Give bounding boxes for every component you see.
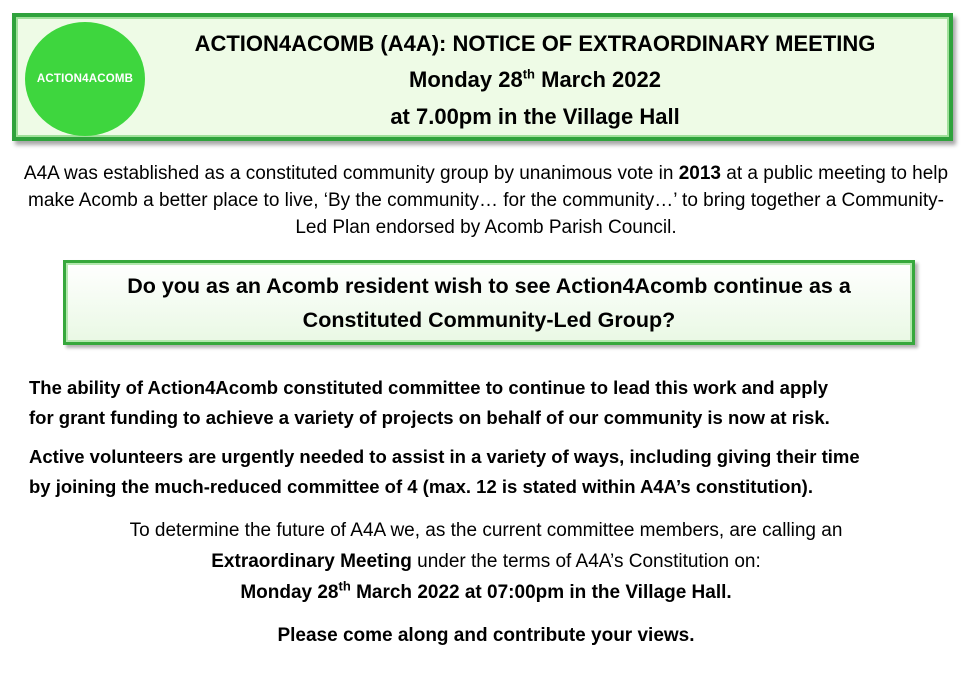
date-prefix: Monday 28 [409,67,523,92]
volunteers-line-1: Active volunteers are urgently needed to assist in a variety of ways, including giving their time [29,446,860,467]
meeting-line-1: To determine the future of A4A we, as the current committee members, are calling an [129,520,843,541]
closing-line: Please come along and contribute your views. [277,625,695,646]
date-suffix: March 2022 [535,67,661,92]
meeting-date-ordinal: th [338,578,351,594]
volunteers-line-2: by joining the much-reduced committee of 4 (max. 12 is stated within A4A’s constitution). [29,476,813,497]
extraordinary-meeting-phrase: Extraordinary Meeting [211,551,412,572]
notice-title: ACTION4ACOMB (A4A): NOTICE OF EXTRAORDINARY MEETING [194,31,876,56]
meeting-date-prefix: Monday 28 [240,582,339,603]
intro-year: 2013 [678,163,721,184]
meeting-line-2-rest: under the terms of A4A’s Constitution on: [411,551,761,572]
meeting-venue-heading: at 7.00pm in the Village Hall [390,104,680,129]
meeting-line-2 [20,546,952,578]
meeting-date-line [20,577,952,609]
intro-part2: at a public meeting to help make Acomb a better place to live, ‘By the community… for the community…’ to bring together a Community-Led Plan endorsed by Acomb Parish Council. [28,163,949,238]
date-ordinal: th [522,66,535,82]
intro-part1: A4A was established as a constituted community group by unanimous vote in [23,163,679,184]
meeting-date-heading [150,67,920,93]
risk-paragraph [29,373,954,433]
question-text [66,269,912,337]
risk-line-1: The ability of Action4Acomb constituted committee to continue to lead this work and apply [29,377,828,398]
meeting-date-suffix: March 2022 at 07:00pm in the Village Hall. [350,582,732,603]
question-line-2: Constituted Community-Led Group? [302,308,676,332]
intro-paragraph [20,160,952,241]
action4acomb-logo [25,22,145,136]
logo-text: ACTION4ACOMB [36,73,134,85]
question-line-1: Do you as an Acomb resident wish to see Action4Acomb continue as a [127,274,851,298]
risk-line-2: for grant funding to achieve a variety of projects on behalf of our community is now at risk. [29,407,830,428]
volunteers-paragraph [29,442,954,502]
